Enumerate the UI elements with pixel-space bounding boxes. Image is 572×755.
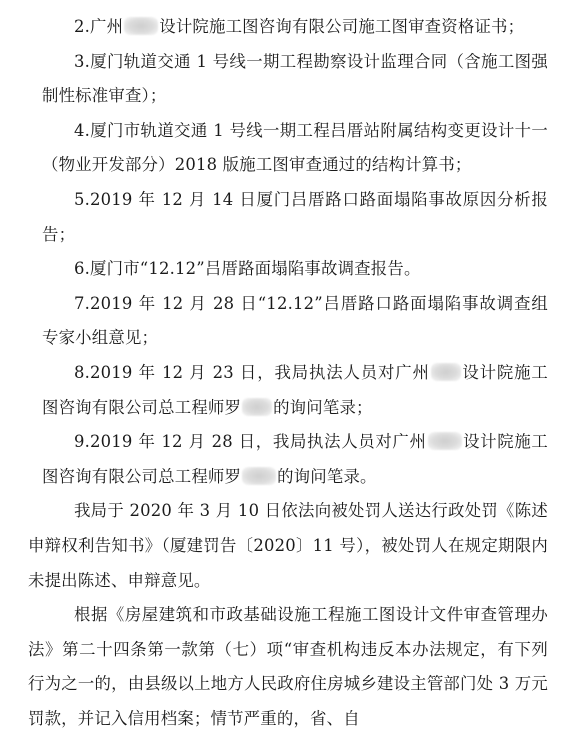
- evidence-item-3: 3.厦门轨道交通 1 号线一期工程勘察设计监理合同（含施工图强制性标准审查）；: [42, 51, 548, 106]
- evidence-item-6: 6.厦门市“12.12”吕厝路面塌陷事故调查报告。: [74, 259, 421, 279]
- notice-paragraph: 我局于 2020 年 3 月 10 日依法向被处罚人送达行政处罚《陈述申辩权利告知书》（厦建罚告〔2020〕11 号），被处罚人在规定期限内未提出陈述、申辩意见。: [28, 501, 548, 590]
- redaction-mark: [242, 467, 276, 485]
- evidence-item-7: 7.2019 年 12 月 28 日“12.12”吕厝路口路面塌陷事故调查组专家小组意见；: [42, 293, 548, 348]
- evidence-item-9: 9.2019 年 12 月 28 日，我局执法人员对广州 设计院施工图咨询有限公司总工程师罗 的询问笔录。: [42, 432, 549, 486]
- evidence-item-8: 8.2019 年 12 月 23 日，我局执法人员对广州 设计院施工图咨询有限公司总工程师罗 的询问笔录；: [42, 362, 549, 417]
- evidence-item-4: 4.厦门市轨道交通 1 号线一期工程吕厝站附属结构变更设计十一（物业开发部分）2018 版施工图审查通过的结构计算书；: [42, 120, 548, 175]
- redaction-mark: [242, 398, 272, 416]
- redaction-mark: [428, 432, 462, 450]
- evidence-item-2: 2.广州 设计院施工图咨询有限公司施工图审查资格证书；: [74, 17, 525, 36]
- redaction-mark: [124, 17, 158, 35]
- evidence-item-5: 5.2019 年 12 月 14 日厦门吕厝路口路面塌陷事故原因分析报告；: [42, 189, 548, 244]
- redaction-mark: [431, 363, 461, 381]
- legal-basis-paragraph: 根据《房屋建筑和市政基础设施工程施工图设计文件审查管理办法》第二十四条第一款第（七）项“审查机构违反本办法规定，有下列行为之一的，由县级以上地方人民政府住房城乡建设主管部门处 3 万元罚款，并记入信用档案；情节严重的，省、自: [28, 605, 548, 728]
